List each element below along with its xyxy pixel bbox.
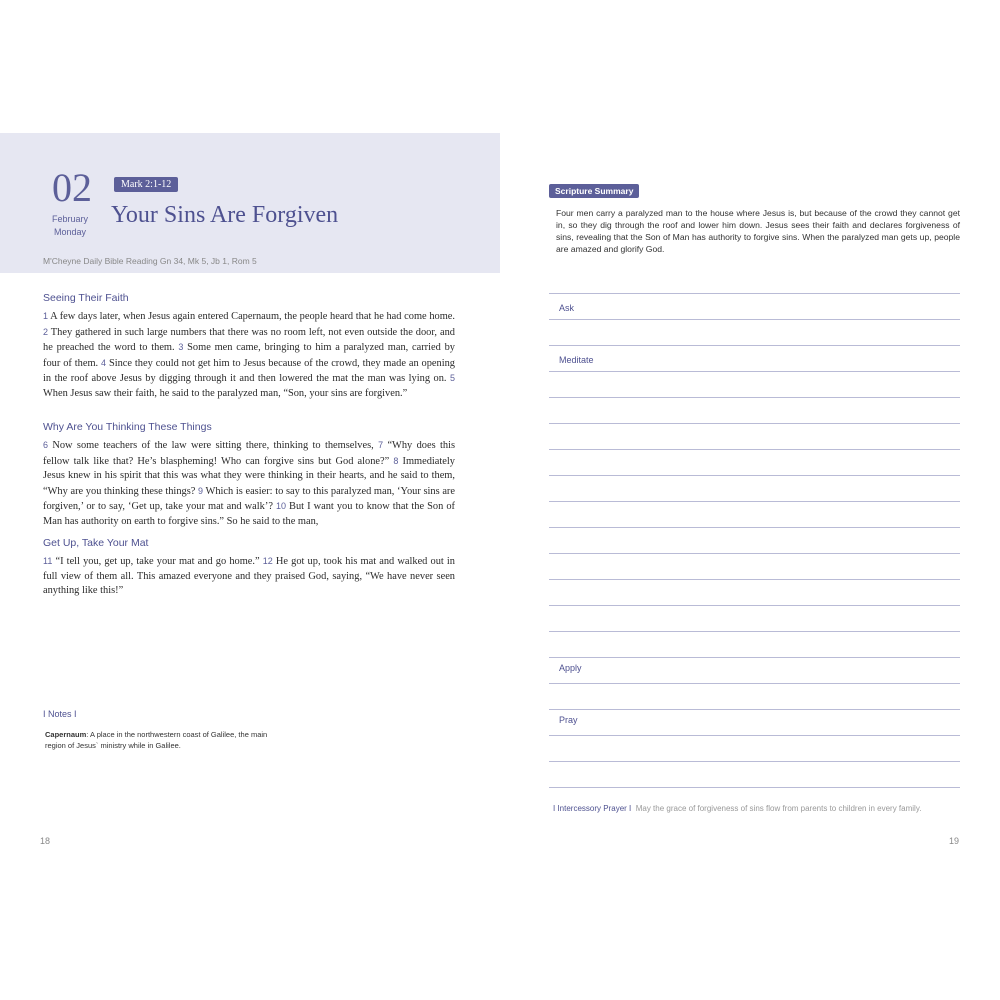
verse-number: 11	[43, 556, 53, 566]
writing-line	[549, 423, 960, 424]
writing-line	[549, 449, 960, 450]
pray-label: Pray	[559, 715, 578, 725]
writing-line	[549, 345, 960, 346]
section-heading: Why Are You Thinking These Things	[43, 421, 212, 433]
reading-plan: M'Cheyne Daily Bible Reading Gn 34, Mk 5, Jb 1, Rom 5	[43, 256, 257, 266]
verse-text: “I tell you, get up, take your mat and go home.”	[52, 556, 263, 567]
verse-text: He got up, took his mat and walked out in full view of them all. This amazed everyone and they praised God, saying, “We have never seen anything like this!”	[43, 556, 455, 596]
writing-line	[549, 787, 960, 788]
section-heading: Seeing Their Faith	[43, 292, 129, 304]
verse-number: 9	[198, 485, 204, 496]
verse-number: 8	[393, 455, 399, 466]
writing-line	[549, 475, 960, 476]
passage-section	[43, 292, 455, 401]
writing-line	[549, 579, 960, 580]
verse-text: Immediately Jesus knew in his spirit that this was what they were thinking in their hearts, and he said to them, “Why are you thinking these things?	[43, 455, 456, 497]
scripture-reference-badge: Mark 2:1-12	[114, 177, 178, 192]
writing-line	[549, 605, 960, 606]
verse-text: “Why does this fellow talk like that? He’s blaspheming! Who can forgive sins but God alone?”	[43, 440, 456, 467]
verse-text: But I want you to know that the Son of Man has authority on earth to forgive sins.” So he said to the man,	[43, 501, 455, 527]
verse-number: 10	[275, 501, 286, 511]
intercessory-prayer-label: I Intercessory Prayer I	[553, 804, 632, 813]
passage-section	[43, 537, 455, 599]
day-number: 02	[52, 165, 92, 210]
day-month: February	[51, 214, 88, 224]
writing-line	[549, 631, 960, 632]
verse-number: 2	[43, 326, 49, 337]
verse-number: 5	[449, 373, 455, 383]
verse-text: Some men came, bringing to him a paralyzed man, carried by four of them.	[43, 342, 455, 369]
writing-line	[549, 371, 960, 372]
verse-text: When Jesus saw their faith, he said to the paralyzed man, “Son, your sins are forgiven.”	[43, 387, 408, 399]
writing-line	[549, 709, 960, 710]
intercessory-prayer	[553, 804, 963, 813]
verse-text: A few days later, when Jesus again entered Capernaum, the people heard that he had come home.	[48, 311, 455, 322]
writing-line	[549, 319, 960, 320]
notes-definition: : A place in the northwestern coast of Galilee, the main region of Jesus` ministry while in Galilee.	[45, 730, 268, 750]
section-heading: Get Up, Take Your Mat	[43, 537, 149, 549]
verse-number: 6	[43, 440, 49, 450]
page-number-left: 18	[40, 836, 51, 846]
writing-line	[549, 527, 960, 528]
notes-label: I Notes I	[43, 709, 77, 719]
notes-body	[45, 729, 275, 751]
writing-line	[549, 735, 960, 736]
writing-line	[549, 761, 960, 762]
section-text	[43, 438, 455, 529]
writing-line	[549, 293, 960, 294]
verse-text: Since they could not get him to Jesus because of the crowd, they made an opening in the roof above Jesus by digging through it and then lowered the mat the man was lying on.	[43, 357, 456, 384]
writing-line	[549, 397, 960, 398]
apply-label: Apply	[559, 663, 582, 673]
scripture-summary-badge: Scripture Summary	[549, 184, 639, 198]
page-title: Your Sins Are Forgiven	[111, 202, 339, 228]
verse-number: 4	[101, 357, 107, 368]
verse-number: 12	[262, 556, 273, 566]
writing-line	[549, 501, 960, 502]
ask-label: Ask	[559, 303, 575, 313]
section-text	[43, 309, 455, 401]
scripture-summary-text: Four men carry a paralyzed man to the house where Jesus is, but because of the crowd they cannot get in, so they dig through the roof and lower him down. Jesus sees their faith and declares forgiveness of sins, revealing that the Son of Man has authority to forgive sins. When the paralyzed man gets up, people are amazed and glorify God.	[556, 208, 960, 254]
meditate-label: Meditate	[559, 355, 594, 365]
verse-text: Now some teachers of the law were sitting there, thinking to themselves,	[48, 440, 379, 451]
verse-number: 7	[378, 440, 384, 450]
day-weekday: Monday	[53, 227, 87, 237]
notes-term: Capernaum	[45, 730, 87, 739]
verse-number: 3	[178, 342, 184, 352]
page-number-right: 19	[949, 836, 960, 846]
section-text	[43, 554, 455, 599]
passage-section	[43, 421, 455, 529]
verse-text: Which is easier: to say to this paralyzed man, ‘Your sins are forgiven,’ or to say, ‘Get up, take your mat and walk’?	[43, 485, 456, 512]
writing-line	[549, 657, 960, 658]
writing-line	[549, 553, 960, 554]
intercessory-prayer-text: May the grace of forgiveness of sins flow from parents to children in every family.	[635, 804, 922, 813]
verse-text: They gathered in such large numbers that there was no room left, not even outside the door, and he preached the word to them.	[43, 326, 455, 353]
verse-number: 1	[43, 311, 49, 321]
writing-line	[549, 683, 960, 684]
